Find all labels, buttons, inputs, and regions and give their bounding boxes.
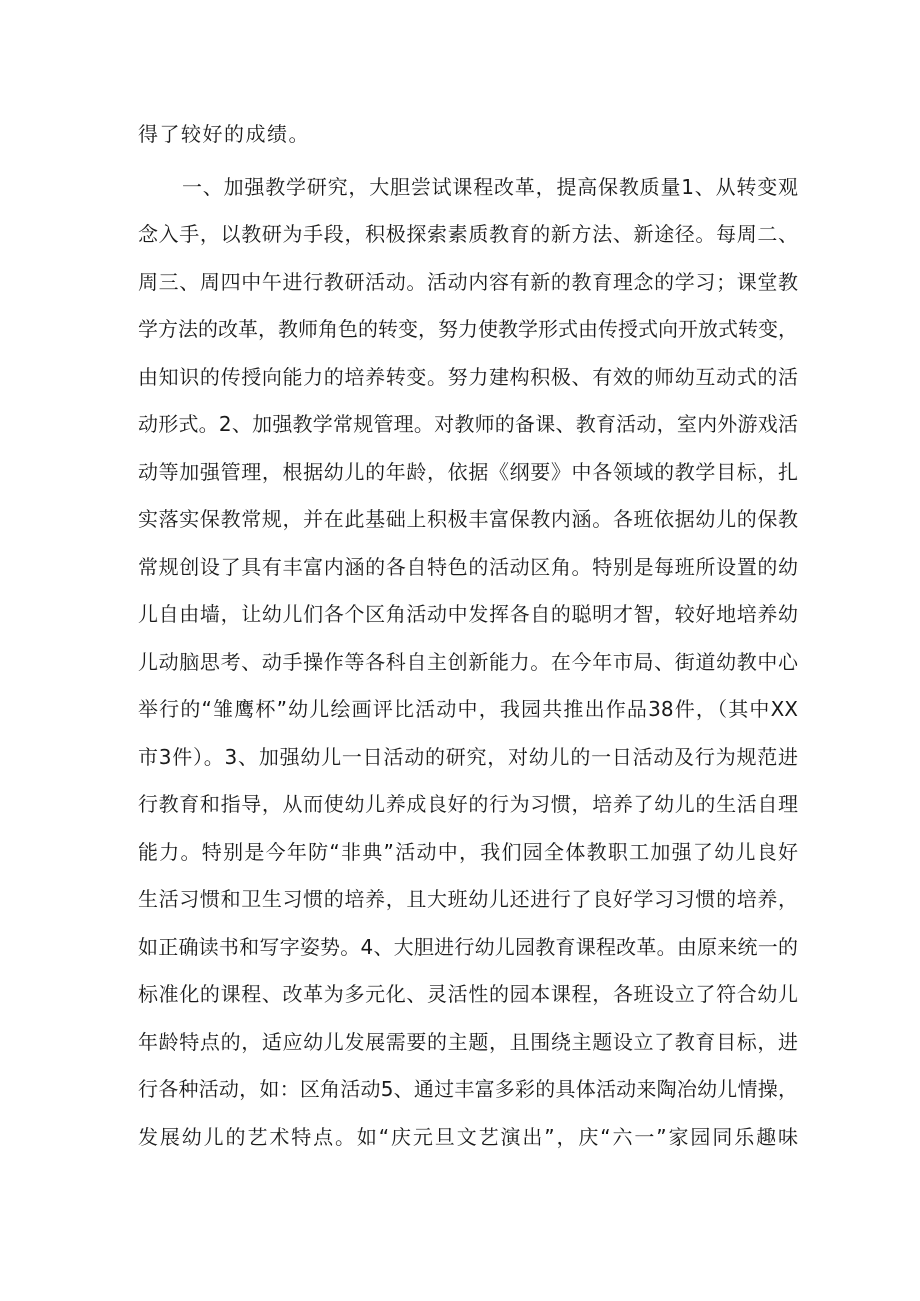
- text-line-9: 实落实保教常规，并在此基础上积极丰富保教内涵。各班依据幼儿的保教: [138, 507, 798, 531]
- text-line-15: 行教育和指导，从而使幼儿养成良好的行为习惯，培养了幼儿的生活自理: [138, 792, 798, 816]
- text-line-14: 市3件）。3、加强幼儿一日活动的研究，对幼儿的一日活动及行为规范进: [138, 745, 798, 769]
- text-line-18: 如正确读书和写字姿势。4、大胆进行幼儿园教育课程改革。由原来统一的: [138, 935, 798, 959]
- text-line-13: 举行的“雏鹰杯”幼儿绘画评比活动中，我园共推出作品38件，（其中XX: [138, 697, 798, 721]
- text-line-10: 常规创设了具有丰富内涵的各自特色的活动区角。特别是每班所设置的幼: [138, 555, 798, 579]
- text-line-11: 儿自由墙，让幼儿们各个区角活动中发挥各自的聪明才智，较好地培养幼: [138, 602, 798, 626]
- text-line-8: 动等加强管理，根据幼儿的年龄，依据《纲要》中各领域的教学目标，扎: [138, 460, 798, 484]
- text-line-2: 一、加强教学研究，大胆尝试课程改革，提高保教质量1、从转变观: [182, 175, 798, 199]
- text-line-12: 儿动脑思考、动手操作等各科自主创新能力。在今年市局、街道幼教中心: [138, 650, 798, 674]
- text-line-21: 行各种活动，如：区角活动5、通过丰富多彩的具体活动来陶冶幼儿情操，: [138, 1077, 798, 1101]
- text-line-20: 年龄特点的，适应幼儿发展需要的主题，且围绕主题设立了教育目标，进: [138, 1030, 798, 1054]
- text-line-3: 念入手，以教研为手段，积极探索素质教育的新方法、新途径。每周二、: [138, 222, 798, 246]
- text-line-4: 周三、周四中午进行教研活动。活动内容有新的教育理念的学习；课堂教: [138, 270, 798, 294]
- text-line-19: 标准化的课程、改革为多元化、灵活性的园本课程，各班设立了符合幼儿: [138, 982, 798, 1006]
- text-line-17: 生活习惯和卫生习惯的培养，且大班幼儿还进行了良好学习习惯的培养，: [138, 887, 798, 911]
- text-line-5: 学方法的改革，教师角色的转变，努力使教学形式由传授式向开放式转变，: [138, 317, 798, 341]
- text-line-1: 得了较好的成绩。: [138, 122, 310, 146]
- text-line-22: 发展幼儿的艺术特点。如“庆元旦文艺演出”，庆“六一”家园同乐趣味: [138, 1125, 798, 1149]
- text-line-6: 由知识的传授向能力的培养转变。努力建构积极、有效的师幼互动式的活: [138, 365, 798, 389]
- text-line-7: 动形式。2、加强教学常规管理。对教师的备课、教育活动，室内外游戏活: [138, 412, 798, 436]
- text-line-16: 能力。特别是今年防“非典”活动中，我们园全体教职工加强了幼儿良好: [138, 840, 798, 864]
